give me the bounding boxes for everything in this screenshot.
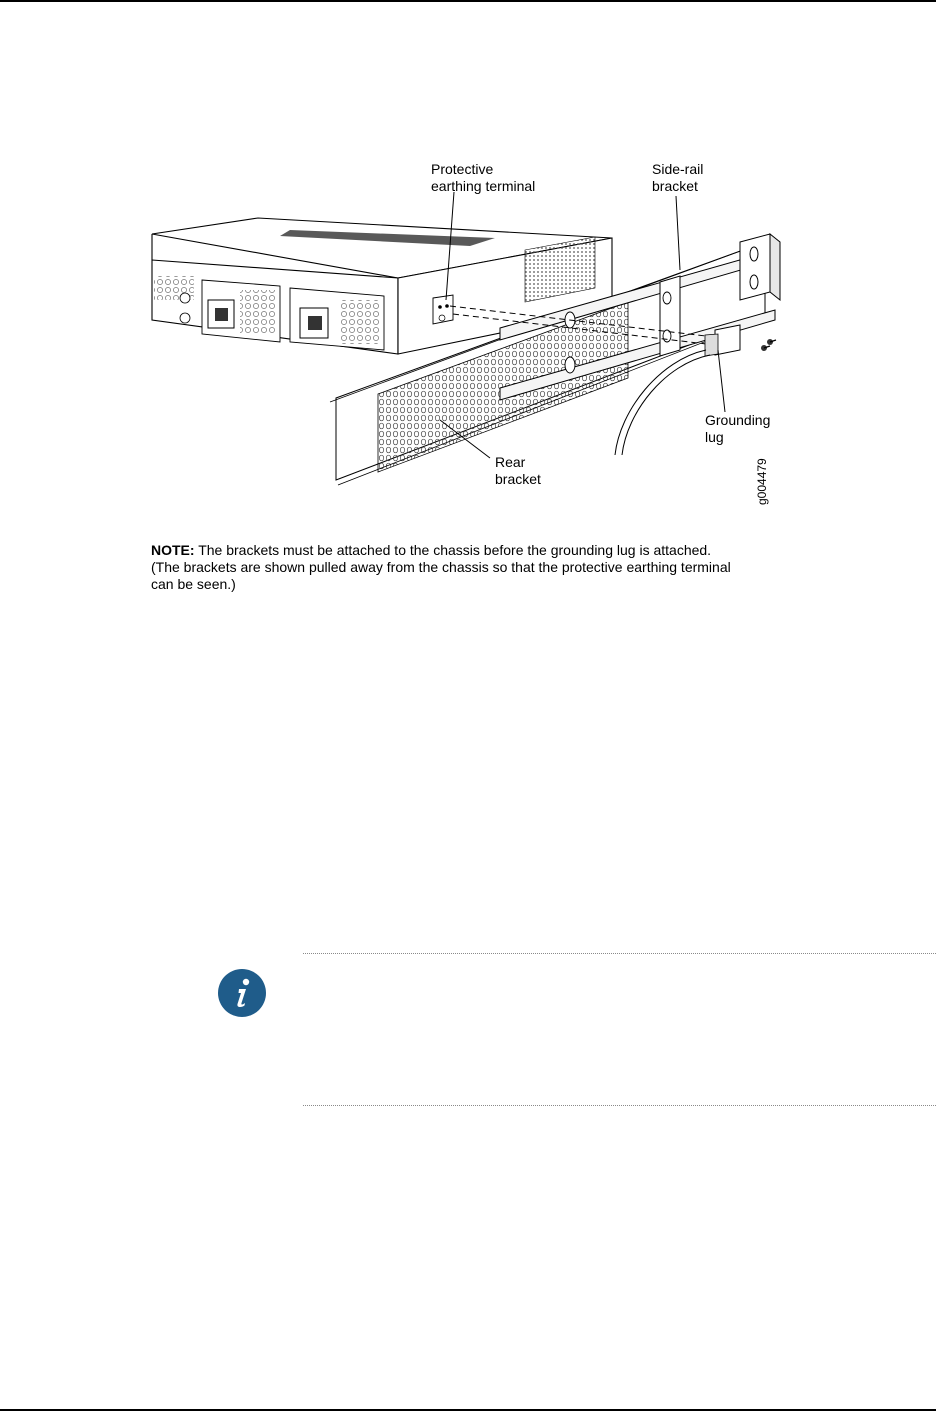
callout-grounding-lug (705, 412, 770, 446)
callout-rear-bracket-line1: Rear (495, 454, 526, 470)
figure-note-text1: The brackets must be attached to the chassis before the grounding lug is attached. (194, 542, 712, 558)
chassis-illustration (140, 150, 800, 550)
leader-lug (718, 350, 725, 412)
callout-side-rail-line2: bracket (652, 178, 698, 194)
callout-grounding-lug-line1: Grounding (705, 412, 771, 428)
leader-side-rail (676, 196, 680, 270)
page-bottom-rule (0, 1409, 936, 1411)
callout-rear-bracket (495, 454, 541, 488)
callout-side-rail-line1: Side-rail (652, 161, 704, 177)
callout-protective-earthing-line1: Protective (431, 161, 494, 177)
earthing-terminal (433, 295, 453, 324)
figure-id: g004479 (755, 458, 769, 505)
grounding-figure (140, 150, 800, 550)
figure-note-label: NOTE: (151, 542, 195, 558)
note-box-top-divider (303, 953, 936, 954)
info-icon (218, 969, 266, 1017)
callout-rear-bracket-line2: bracket (495, 471, 541, 487)
figure-note-line1 (151, 542, 791, 559)
page-top-rule (0, 0, 936, 2)
figure-note-line2: (The brackets are shown pulled away from the chassis so that the protective earthing terminal (151, 559, 731, 575)
figure-note (151, 542, 791, 593)
callout-side-rail (652, 161, 703, 195)
grounding-lug (715, 325, 740, 355)
note-box-bottom-divider (303, 1105, 936, 1106)
figure-note-line3: can be seen.) (151, 576, 236, 592)
callout-protective-earthing (431, 161, 535, 195)
callout-grounding-lug-line2: lug (705, 429, 724, 445)
callout-protective-earthing-line2: earthing terminal (431, 178, 536, 194)
